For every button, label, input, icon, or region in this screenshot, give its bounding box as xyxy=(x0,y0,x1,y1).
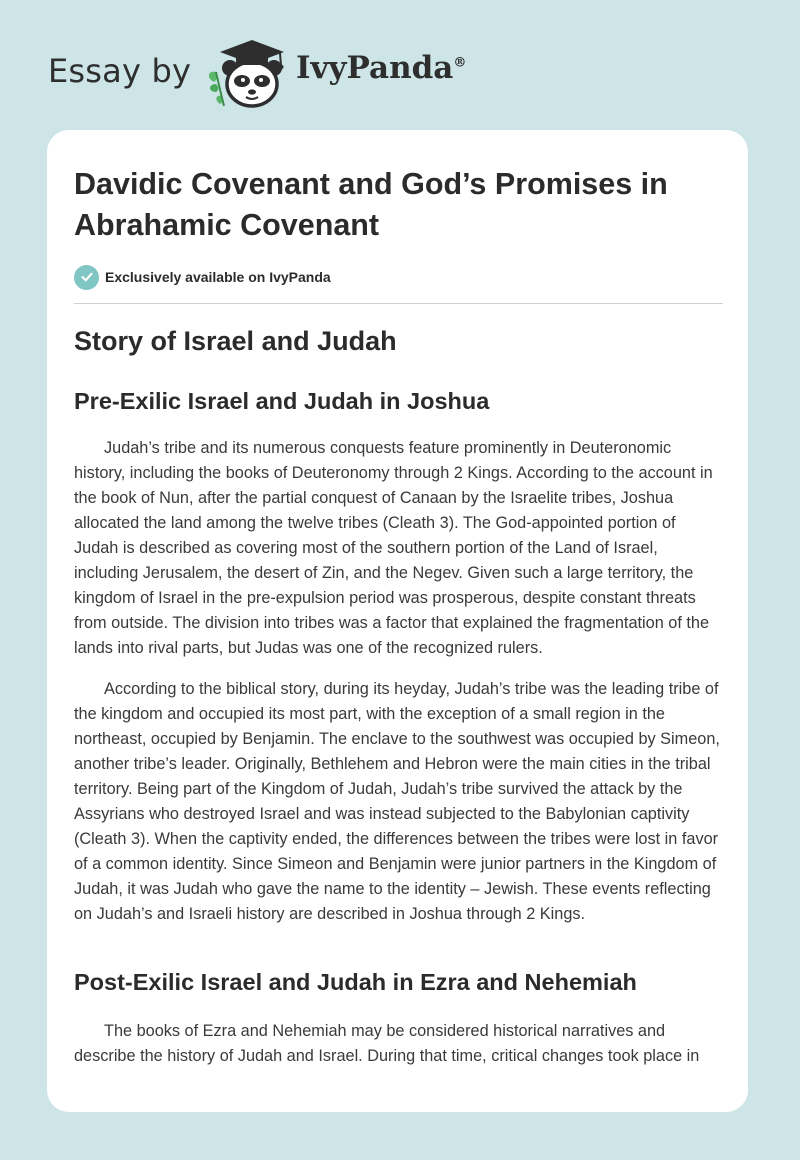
divider xyxy=(74,303,723,304)
checkmark-icon xyxy=(74,265,99,290)
panda-logo-icon[interactable] xyxy=(202,34,292,110)
paragraph: The books of Ezra and Nehemiah may be considered historical narratives and describe the history of Judah and Israel. During that time, critical changes took place in xyxy=(74,1022,700,1065)
essay-card xyxy=(47,130,748,1112)
exclusive-badge xyxy=(74,264,331,290)
registered-mark: ® xyxy=(453,55,467,71)
paragraph: According to the biblical story, during its heyday, Judah’s tribe was the leading tribe of the kingdom and occupied its most part, with the exception of a small region in the northeast, occupied by Benjamin. The enclave to the southwest was occupied by Simeon, another tribe’s leader. Originally, Bethlehem and Hebron were the main cities in the tribal territory. Being part of the Kingdom of Judah, Judah’s tribe survived the attack by the Assyrians who destroyed Israel and was instead subjected to the Babylonian captivity (Cleath 3). When the captivity ended, the differences between the tribes were lost in favor of a common identity. Since Simeon and Benjamin were junior partners in the Kingdom of Judah, it was Judah who gave the name to the identity – Jewish. These events reflecting on Judah’s and Israeli history are described in Joshua through 2 Kings. xyxy=(74,680,720,923)
exclusive-label: Exclusively available on IvyPanda xyxy=(105,269,331,285)
brand-header xyxy=(48,34,508,110)
essay-title: Davidic Covenant and God’s Promises in Abrahamic Covenant xyxy=(74,167,668,242)
subsection-heading-pre-exilic: Pre-Exilic Israel and Judah in Joshua xyxy=(74,388,490,414)
section-heading: Story of Israel and Judah xyxy=(74,326,397,356)
brand-name[interactable]: IvyPanda® xyxy=(296,50,467,86)
subsection-heading-post-exilic: Post-Exilic Israel and Judah in Ezra and Nehemiah xyxy=(74,969,637,995)
brand-prefix: Essay by xyxy=(48,52,192,90)
paragraph: Judah’s tribe and its numerous conquests feature prominently in Deuteronomic history, including the books of Deuteronomy through 2 Kings. According to the account in the book of Nun, after the partial conquest of Canaan by the Israelite tribes, Joshua allocated the land among the twelve tribes (Cleath 3). The God-appointed portion of Judah is described as covering most of the southern portion of the Land of Israel, including Jerusalem, the desert of Zin, and the Negev. Given such a large territory, the kingdom of Israel in the pre-expulsion period was prosperous, despite constant threats from outside. The division into tribes was a factor that explained the fragmentation of the lands into rival parts, but Judas was one of the recognized rulers. xyxy=(74,439,713,657)
